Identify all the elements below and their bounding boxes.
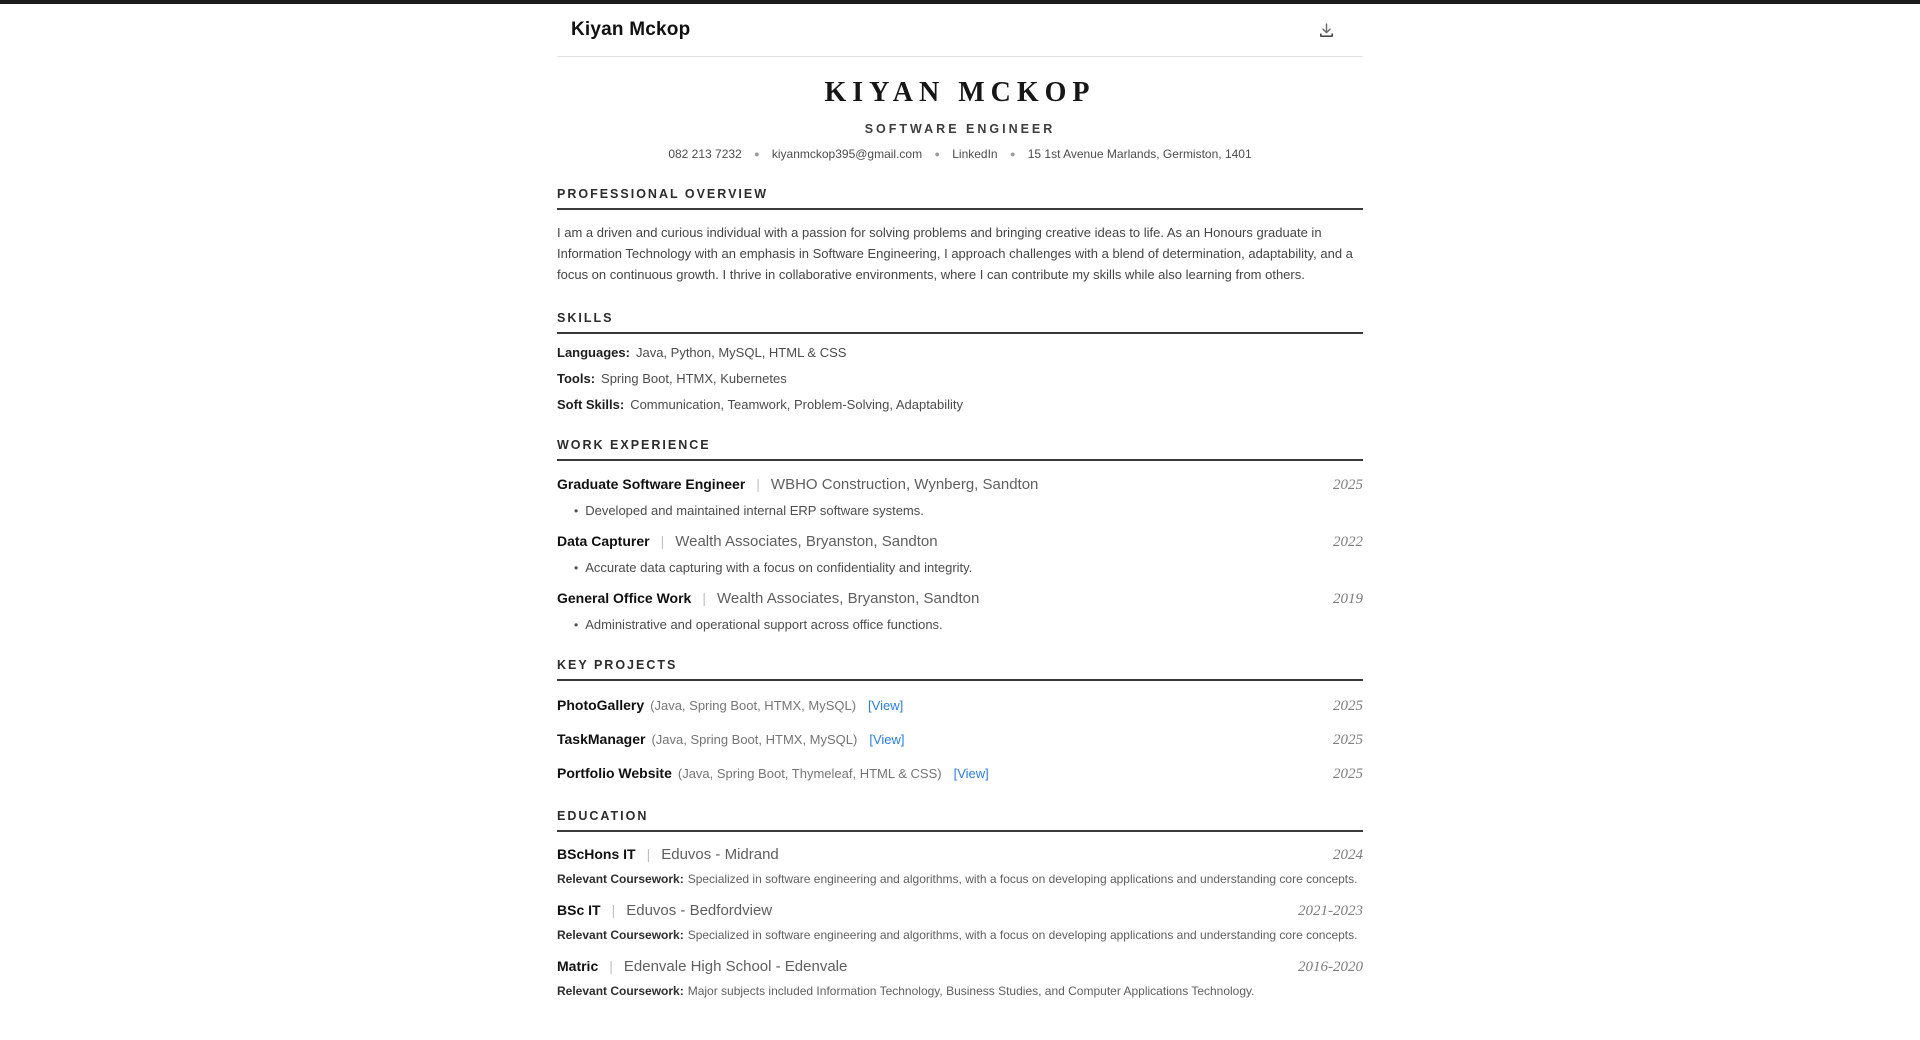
education-entry-head: [557, 958, 1363, 976]
skill-value: Communication, Teamwork, Problem-Solving, Adaptability: [630, 397, 964, 413]
job-year: 2022: [1333, 534, 1363, 551]
education-degree: BScHons IT: [557, 846, 636, 863]
project-row: [557, 765, 1363, 783]
dot-separator-icon: ●: [754, 149, 760, 159]
contact-linkedin-link[interactable]: LinkedIn: [952, 147, 998, 161]
education-heading: EDUCATION: [557, 809, 1363, 832]
education-entry: [557, 958, 1363, 1000]
coursework-text: Specialized in software engineering and algorithms, with a focus on developing applications and understanding core concepts.: [687, 872, 1358, 887]
job-title: Data Capturer: [557, 533, 650, 550]
job-entry-head: [557, 590, 1363, 608]
skill-label: Soft Skills:: [557, 397, 625, 413]
project-name: PhotoGallery: [557, 697, 645, 714]
skill-line-soft-skills: [557, 397, 1363, 412]
job-year: 2025: [1333, 477, 1363, 494]
project-name: TaskManager: [557, 731, 646, 748]
education-coursework: [557, 927, 1363, 944]
overview-heading: PROFESSIONAL OVERVIEW: [557, 187, 1363, 210]
project-row: [557, 697, 1363, 715]
project-year: 2025: [1333, 766, 1363, 783]
education-degree: BSc IT: [557, 902, 601, 919]
pipe-separator-icon: |: [660, 533, 665, 550]
coursework-text: Specialized in software engineering and algorithms, with a focus on developing applications and understanding core concepts.: [687, 928, 1358, 943]
pipe-separator-icon: |: [756, 476, 760, 493]
coursework-label: Relevant Coursework:: [557, 872, 684, 887]
section-education: [557, 809, 1363, 999]
section-overview: [557, 187, 1363, 285]
project-stack: (Java, Spring Boot, HTMX, MySQL): [650, 698, 857, 714]
skill-value: Java, Python, MySQL, HTML & CSS: [635, 345, 847, 361]
section-work-experience: [557, 438, 1363, 632]
education-coursework: [557, 871, 1363, 888]
skills-heading: SKILLS: [557, 311, 1363, 334]
key-projects-heading: KEY PROJECTS: [557, 658, 1363, 681]
pipe-separator-icon: |: [611, 902, 616, 919]
job-company: Wealth Associates, Bryanston, Sandton: [675, 533, 938, 551]
app-header-title: Kiyan Mckop: [571, 19, 691, 40]
job-title: Graduate Software Engineer: [557, 476, 746, 493]
education-school: Edenvale High School - Edenvale: [623, 957, 848, 975]
project-year: 2025: [1333, 698, 1363, 715]
job-entry-head: [557, 533, 1363, 551]
project-row: [557, 731, 1363, 749]
skill-line-tools: [557, 371, 1363, 386]
project-view-link[interactable]: [View]: [869, 732, 905, 748]
dot-separator-icon: ●: [1009, 149, 1016, 159]
dot-separator-icon: ●: [934, 149, 940, 159]
job-entry: [557, 476, 1363, 518]
job-entry: [557, 590, 1363, 632]
education-entry-head: [557, 846, 1363, 864]
job-bullet: • Accurate data capturing with a focus on confidentiality and integrity.: [574, 560, 1363, 575]
app-shell: [557, 4, 1363, 1040]
education-entry-head: [557, 902, 1363, 920]
education-school: Eduvos - Bedfordview: [626, 902, 773, 920]
skill-line-languages: [557, 345, 1363, 360]
education-entry: [557, 846, 1363, 888]
work-experience-heading: WORK EXPERIENCE: [557, 438, 1363, 461]
skill-label: Languages:: [557, 345, 630, 361]
project-stack: (Java, Spring Boot, Thymeleaf, HTML & CSS): [677, 766, 942, 782]
education-entry: [557, 902, 1363, 944]
coursework-label: Relevant Coursework:: [557, 928, 684, 943]
job-title: General Office Work: [557, 590, 692, 607]
job-entry-head: [557, 476, 1363, 494]
project-view-link[interactable]: [View]: [953, 766, 989, 782]
education-coursework: [557, 983, 1363, 1000]
education-year: 2021-2023: [1298, 903, 1363, 920]
contact-line: [557, 147, 1363, 161]
download-icon: [1318, 27, 1335, 42]
project-stack: (Java, Spring Boot, HTMX, MySQL): [651, 732, 858, 748]
job-entry: [557, 533, 1363, 575]
project-name: Portfolio Website: [557, 765, 672, 782]
job-year: 2019: [1333, 591, 1363, 608]
coursework-label: Relevant Coursework:: [557, 983, 684, 998]
contact-email: kiyanmckop395@gmail.com: [771, 147, 923, 161]
education-school: Eduvos - Midrand: [661, 846, 779, 864]
contact-address: 15 1st Avenue Marlands, Germiston, 1401: [1027, 147, 1252, 161]
resume-document: [557, 57, 1363, 1040]
skill-value: Spring Boot, HTMX, Kubernetes: [601, 371, 787, 387]
project-view-link[interactable]: [View]: [868, 698, 904, 714]
resume-role: SOFTWARE ENGINEER: [864, 122, 1056, 136]
skill-label: Tools:: [557, 371, 596, 387]
contact-phone: 082 213 7232: [668, 147, 742, 161]
download-button[interactable]: [1314, 18, 1339, 43]
education-year: 2024: [1333, 847, 1363, 864]
pipe-separator-icon: |: [702, 590, 706, 607]
app-header: [557, 4, 1363, 57]
pipe-separator-icon: |: [609, 957, 613, 974]
overview-text: I am a driven and curious individual with a passion for solving problems and bringing creative ideas to life. As an Honours graduate in Information Technology with an emphasis in Software Engineering, I approach challenges with a blend of determination, adaptability, and a focus on continuous growth. I thrive in collaborative environments, where I can contribute my skills while also learning from others.: [557, 225, 1353, 282]
job-bullet: • Administrative and operational support across office functions.: [574, 617, 1363, 632]
pipe-separator-icon: |: [646, 846, 651, 863]
section-skills: [557, 311, 1363, 412]
resume-name: KIYAN MCKOP: [824, 77, 1096, 108]
education-year: 2016-2020: [1298, 958, 1363, 975]
project-year: 2025: [1333, 732, 1363, 749]
section-key-projects: [557, 658, 1363, 783]
job-bullet: • Developed and maintained internal ERP software systems.: [574, 503, 1363, 518]
job-company: WBHO Construction, Wynberg, Sandton: [770, 476, 1039, 494]
coursework-text: Major subjects included Information Technology, Business Studies, and Computer Applications Technology.: [687, 983, 1255, 998]
education-degree: Matric: [557, 957, 599, 974]
job-company: Wealth Associates, Bryanston, Sandton: [716, 590, 980, 608]
